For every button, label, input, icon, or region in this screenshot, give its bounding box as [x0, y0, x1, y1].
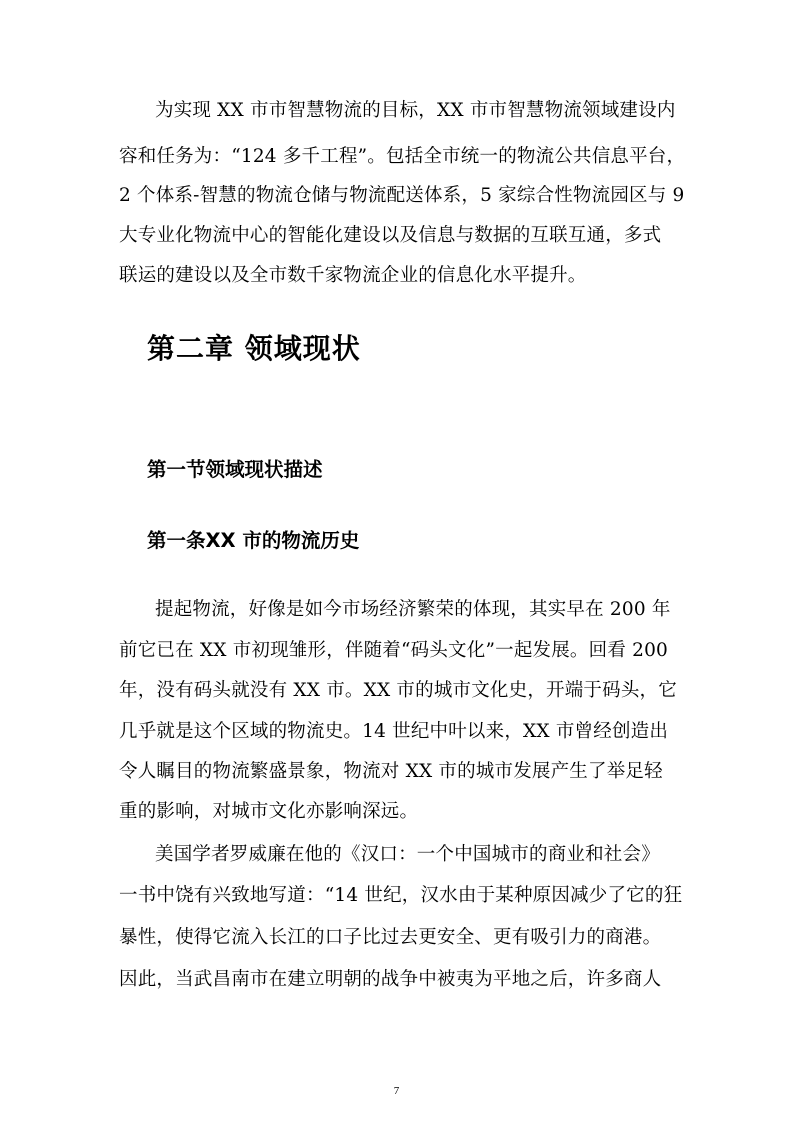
paragraph-line: 重的影响，对城市文化亦影响深远。 — [119, 801, 419, 822]
paragraph-line: 容和任务为：“124 多千工程”。包括全市统一的物流公共信息平台， — [119, 146, 686, 167]
paragraph-line: 美国学者罗威廉在他的《汉口：一个中国城市的商业和社会》 — [155, 844, 660, 865]
paragraph-line: 大专业化物流中心的智能化建设以及信息与数据的互联互通，多式 — [119, 225, 662, 246]
paragraph-line: 因此，当武昌南市在建立明朝的战争中被夷为平地之后，许多商人 — [119, 969, 662, 990]
paragraph-line: 为实现 XX 市市智慧物流的目标，XX 市市智慧物流领域建设内 — [155, 100, 676, 121]
paragraph-line: 年，没有码头就没有 XX 市。XX 市的城市文化史，开端于码头，它 — [119, 680, 677, 701]
paragraph-line: 令人瞩目的物流繁盛景象，物流对 XX 市的城市发展产生了举足轻 — [119, 761, 663, 782]
section-heading: 第一节领域现状描述 — [147, 458, 323, 481]
paragraph-line: 提起物流，好像是如今市场经济繁荣的体现，其实早在 200 年 — [155, 599, 671, 620]
paragraph-line: 2 个体系-智慧的物流仓储与物流配送体系，5 家综合性物流园区与 9 — [119, 185, 685, 206]
paragraph-line: 联运的建设以及全市数千家物流企业的信息化水平提升。 — [119, 265, 587, 286]
page-number: 7 — [393, 1085, 400, 1097]
paragraph-line: 一书中饶有兴致地写道：“14 世纪，汉水由于某种原因减少了它的狂 — [119, 885, 683, 906]
paragraph-line: 前它已在 XX 市初现雏形，伴随着“码头文化”一起发展。回看 200 — [119, 640, 669, 661]
paragraph-line: 几乎就是这个区域的物流史。14 世纪中叶以来，XX 市曾经创造出 — [119, 721, 669, 742]
chapter-heading: 第二章 领域现状 — [147, 332, 361, 365]
paragraph-line: 暴性，使得它流入长江的口子比过去更安全、更有吸引力的商港。 — [119, 927, 662, 948]
article-heading: 第一条XX 市的物流历史 — [147, 529, 360, 552]
